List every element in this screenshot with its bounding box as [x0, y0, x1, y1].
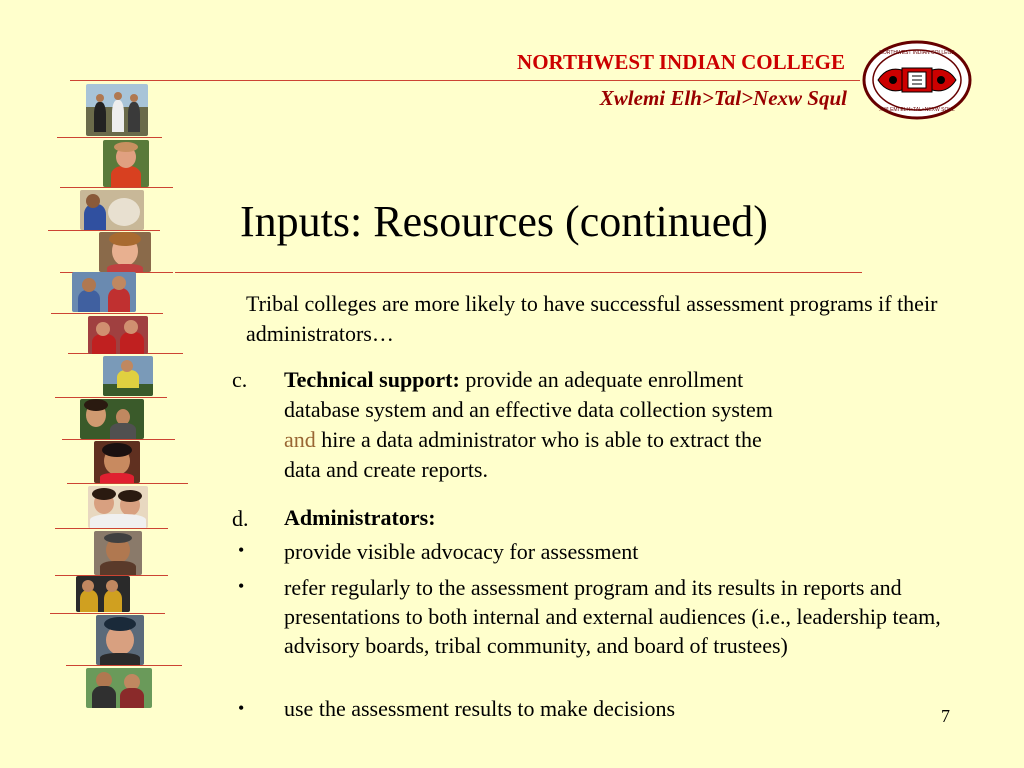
- photo: [99, 232, 151, 272]
- photo: [80, 399, 144, 439]
- photo: [103, 140, 149, 187]
- photo: [88, 316, 148, 354]
- strip-rule: [57, 137, 162, 138]
- item-c-letter: c.: [232, 367, 248, 392]
- strip-rule: [51, 313, 163, 314]
- item-d-heading: [284, 503, 436, 533]
- photo: [88, 486, 148, 528]
- photo: [96, 615, 144, 665]
- photo: [72, 272, 136, 312]
- item-c-heading: Technical support:: [284, 367, 460, 392]
- photo: [94, 531, 142, 575]
- page-number: 7: [941, 706, 950, 726]
- item-c-and: and: [284, 427, 316, 452]
- item-c-text-3: hire a data administrator who is able to extract the: [315, 427, 762, 452]
- photo: [94, 441, 140, 483]
- photo: [86, 84, 148, 136]
- college-tagline: Xwlemi Elh>Tal>Nexw Squl: [599, 86, 847, 110]
- item-c-body: [284, 365, 984, 485]
- photo: [80, 190, 144, 230]
- strip-rule: [62, 439, 175, 440]
- seal-ring-bottom: XWLEMI ELH>TAL>NEXW SQUL: [879, 107, 955, 113]
- college-name: NORTHWEST INDIAN COLLEGE: [517, 50, 845, 74]
- strip-rule: [67, 483, 188, 484]
- strip-rule: [48, 230, 160, 231]
- bullet-marker: •: [238, 576, 245, 596]
- bullet-marker: •: [238, 698, 245, 718]
- header-rule: [70, 80, 860, 81]
- strip-rule: [66, 665, 182, 666]
- photo: [76, 576, 130, 612]
- photo: [86, 668, 152, 708]
- bullet-text: use the assessment results to make decisions: [284, 696, 676, 721]
- strip-rule: [60, 187, 173, 188]
- item-d-letter: d.: [232, 506, 249, 531]
- strip-rule: [50, 613, 165, 614]
- slide-title: Inputs: Resources (continued): [240, 197, 768, 246]
- seal-ring-top: NORTHWEST INDIAN COLLEGE: [879, 50, 955, 56]
- item-c-text-1: provide an adequate enrollment: [459, 367, 744, 392]
- college-seal-icon: [862, 40, 972, 120]
- item-d-heading-text: Administrators:: [284, 505, 436, 530]
- item-c-text-4: data and create reports.: [284, 457, 488, 482]
- item-c-text-2: database system and an effective data collection system: [284, 397, 773, 422]
- photo: [103, 356, 153, 396]
- title-rule: [175, 272, 862, 273]
- bullet-text: refer regularly to the assessment program and its results in reports and presentations to both internal and external audiences (i.e., leadership team, advisory boards, tribal community, and board of trustees): [284, 575, 941, 658]
- intro-text: Tribal colleges are more likely to have successful assessment programs if their administrators…: [246, 291, 938, 346]
- strip-rule: [55, 397, 167, 398]
- bullet-marker: •: [238, 540, 245, 560]
- strip-rule: [55, 528, 168, 529]
- bullet-text: provide visible advocacy for assessment: [284, 539, 639, 564]
